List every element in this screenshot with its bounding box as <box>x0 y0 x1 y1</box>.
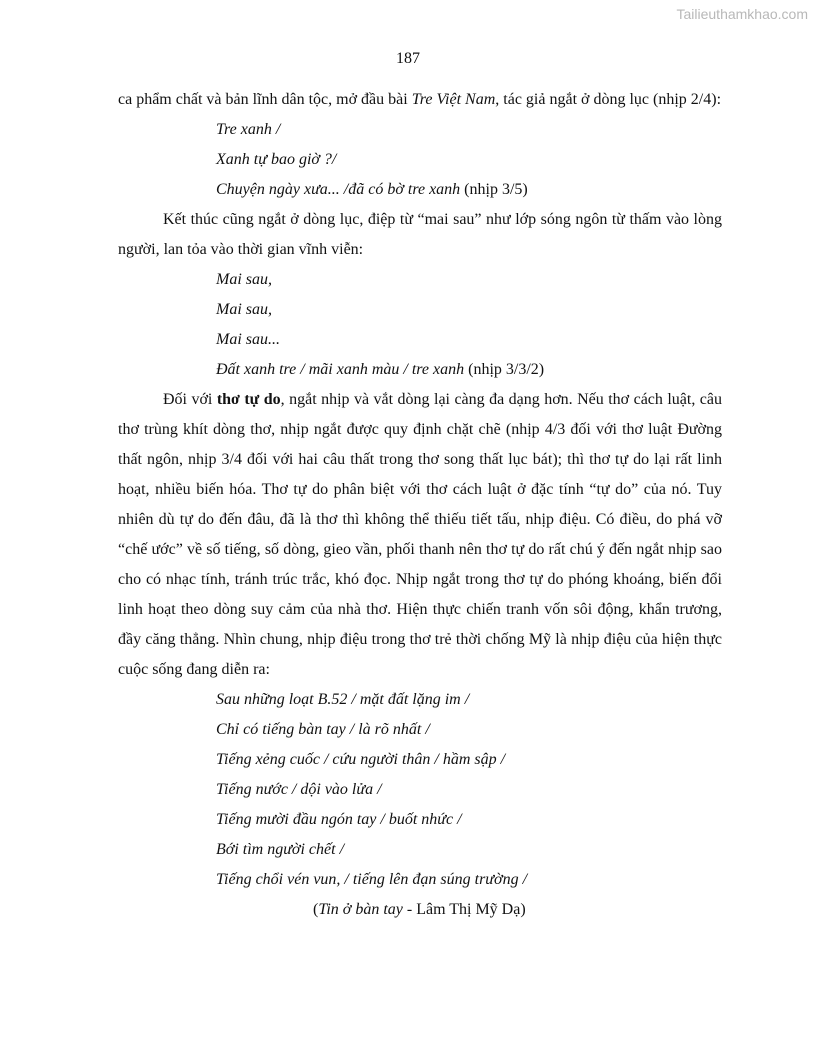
verse-text: Sau những loạt B.52 / mặt đất lặng im / <box>216 691 470 708</box>
verse-text: Xanh tự bao giờ ?/ <box>216 151 337 168</box>
rhythm-note: (nhịp 3/5) <box>460 181 528 198</box>
verse-line <box>118 115 722 145</box>
verse-line <box>118 295 722 325</box>
rhythm-note: (nhịp 3/3/2) <box>464 361 545 378</box>
paragraph-3-text-a: Đối với <box>163 391 217 408</box>
credit-work-title: Tin ở bàn tay <box>318 901 403 918</box>
verse-text: Tiếng xẻng cuốc / cứu người thân / hầm sập / <box>216 751 506 768</box>
credit-paren-close: ) <box>520 901 526 918</box>
verse-text: Mai sau, <box>216 271 272 288</box>
verse-text: Tiếng mười đầu ngón tay / buốt nhức / <box>216 811 462 828</box>
credit-paren-open: ( <box>313 901 319 918</box>
verse-line <box>118 805 722 835</box>
verse-text: Chỉ có tiếng bàn tay / là rõ nhất / <box>216 721 430 738</box>
watermark: Tailieuthamkhao.com <box>676 6 808 22</box>
document-body <box>118 85 722 925</box>
paragraph-1 <box>118 85 722 115</box>
paragraph-3-text-b: , ngắt nhịp và vắt dòng lại càng đa dạng hơn. Nếu thơ cách luật, câu thơ trùng khít dòng thơ, nhịp ngắt được quy định chặt chẽ (nhịp 4/3 đối với thơ luật Đường thất ngôn, nhịp 3/4 đối với hai câu thất trong thơ song thất lục bát); thì thơ tự do lại rất linh hoạt, nhiều biến hóa. Thơ tự do phân biệt với thơ cách luật ở đặc tính “tự do” của nó. Tuy nhiên dù tự do đến đâu, đã là thơ thì không thể thiếu tiết tấu, nhịp điệu. Có điều, do phá vỡ “chế ước” về số tiếng, số dòng, gieo vần, phối thanh nên thơ tự do rất chú ý đến ngắt nhịp sao cho có nhạc tính, tránh trúc trắc, khó đọc. Nhịp ngắt trong thơ tự do phóng khoáng, biến đổi linh hoạt theo dòng suy cảm của nhà thơ. Hiện thực chiến tranh vốn sôi động, khẩn trương, đầy căng thẳng. Nhìn chung, nhịp điệu trong thơ trẻ thời chống Mỹ là nhịp điệu của hiện thực cuộc sống đang diễn ra: <box>118 391 722 678</box>
verse-line <box>118 325 722 355</box>
verse-text: Tiếng nước / dội vào lửa / <box>216 781 382 798</box>
verse-line <box>118 775 722 805</box>
verse-line <box>118 715 722 745</box>
verse-text: Chuyện ngày xưa... /đã có bờ tre xanh <box>216 181 461 198</box>
verse-line <box>118 685 722 715</box>
verse-line <box>118 355 722 385</box>
paragraph-2: Kết thúc cũng ngắt ở dòng lục, điệp từ “mai sau” như lớp sóng ngôn từ thấm vào lòng người, lan tỏa vào thời gian vĩnh viễn: <box>118 211 722 258</box>
verse-text: Đất xanh tre / mãi xanh màu / tre xanh <box>216 361 465 378</box>
poem-title: Tre Việt Nam <box>411 91 496 108</box>
verse-line <box>118 145 722 175</box>
verse-text: Mai sau... <box>216 331 280 348</box>
verse-line <box>118 865 722 895</box>
key-term: thơ tự do <box>216 391 281 408</box>
page-number: 187 <box>396 50 420 67</box>
credit-author: Lâm Thị Mỹ Dạ <box>416 901 521 918</box>
verse-line <box>118 175 722 205</box>
paragraph-1-text-b: , tác giả ngắt ở dòng lục (nhịp 2/4): <box>495 91 722 108</box>
credit-separator: - <box>402 901 417 918</box>
verse-text: Tiếng chổi vén vun, / tiếng lên đạn súng trường / <box>216 871 528 888</box>
poem-credit <box>118 895 722 925</box>
verse-line <box>118 835 722 865</box>
paragraph-3 <box>118 385 722 685</box>
verse-text: Mai sau, <box>216 301 272 318</box>
verse-line <box>118 265 722 295</box>
verse-text: Bới tìm người chết / <box>216 841 345 858</box>
verse-text: Tre xanh / <box>216 121 281 138</box>
verse-line <box>118 745 722 775</box>
paragraph-1-text-a: ca phẩm chất và bản lĩnh dân tộc, mở đầu bài <box>118 91 412 108</box>
